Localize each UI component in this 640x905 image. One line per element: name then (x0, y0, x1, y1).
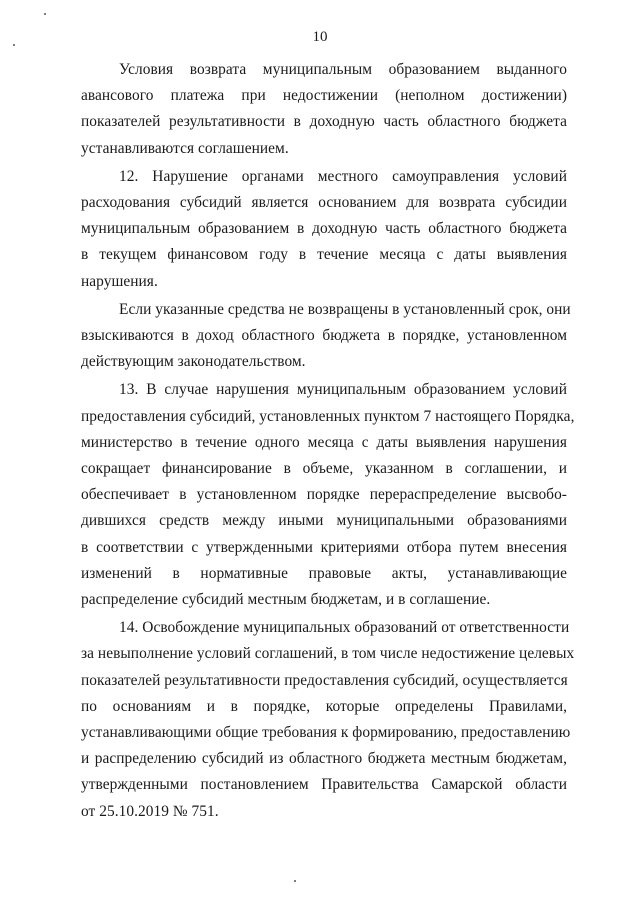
paragraph-clause-14 (81, 615, 575, 825)
text-line: по основаниям и в порядке, которые определены Правилами, (81, 697, 567, 715)
text-line: муниципальным образованием в доходную часть областного бюджета (81, 220, 567, 238)
text-line: расходования субсидий является основанием для возврата субсидии (81, 194, 567, 212)
text-line: 12. Нарушение органами местного самоуправления условий (119, 167, 567, 185)
text-line: изменений в нормативные правовые акты, устанавливающие (81, 564, 567, 582)
text-line: показателей результативности предоставления субсидий, осуществляется (81, 671, 568, 689)
scan-speck (13, 44, 15, 46)
text-line: предоставления субсидий, установленных пунктом 7 настоящего Порядка, (81, 407, 575, 425)
text-line: утвержденными постановлением Правительства Самарской области (81, 776, 567, 794)
document-body (81, 57, 575, 825)
text-line: действующим законодательством. (81, 353, 306, 371)
text-line: и распределению субсидий из областного бюджета местным бюджетам, (81, 750, 567, 768)
text-line: 14. Освобождение муниципальных образований от ответственности (119, 619, 570, 637)
text-line: за невыполнение условий соглашений, в том числе недостижение целевых (81, 645, 575, 663)
paragraph-recovery (81, 297, 571, 376)
text-line: сокращает финансирование в объеме, указанном в соглашении, и (81, 460, 567, 478)
text-line: в текущем финансовом году в течение месяца с даты выявления (81, 246, 567, 264)
text-line: от 25.10.2019 № 751. (81, 802, 219, 820)
paragraph-clause-12 (81, 164, 567, 295)
text-line: дившихся средств между иными муниципальными образованиями (81, 512, 567, 530)
text-line: авансового платежа при недостижении (неполном достижении) (81, 87, 567, 105)
text-line: нарушения. (81, 272, 158, 290)
text-line: распределение субсидий местным бюджетам, и в соглашение. (81, 591, 491, 609)
paragraph-clause-13 (81, 377, 575, 613)
scan-speck (44, 13, 46, 15)
page-number: 10 (312, 29, 328, 45)
text-line: министерство в течение одного месяца с даты выявления нарушения (81, 433, 567, 451)
text-line: Если указанные средства не возвращены в установленный срок, они (119, 300, 571, 318)
text-line: Условия возврата муниципальным образованием выданного (119, 61, 567, 78)
text-line: обеспечивает в установленном порядке перераспределение высвобо- (81, 486, 567, 504)
text-line: 13. В случае нарушения муниципальным образованием условий (119, 381, 567, 399)
text-line: в соответствии с утвержденными критериями отбора путем внесения (81, 538, 567, 556)
text-line: показателей результативности в доходную часть областного бюджета (81, 113, 567, 131)
text-line: устанавливающими общие требования к формированию, предоставлению (81, 724, 571, 742)
text-line: устанавливаются соглашением. (81, 139, 289, 157)
paragraph-return-advance (81, 57, 567, 162)
text-line: взыскиваются в доход областного бюджета в порядке, установленном (81, 327, 567, 345)
scan-speck (294, 880, 296, 882)
